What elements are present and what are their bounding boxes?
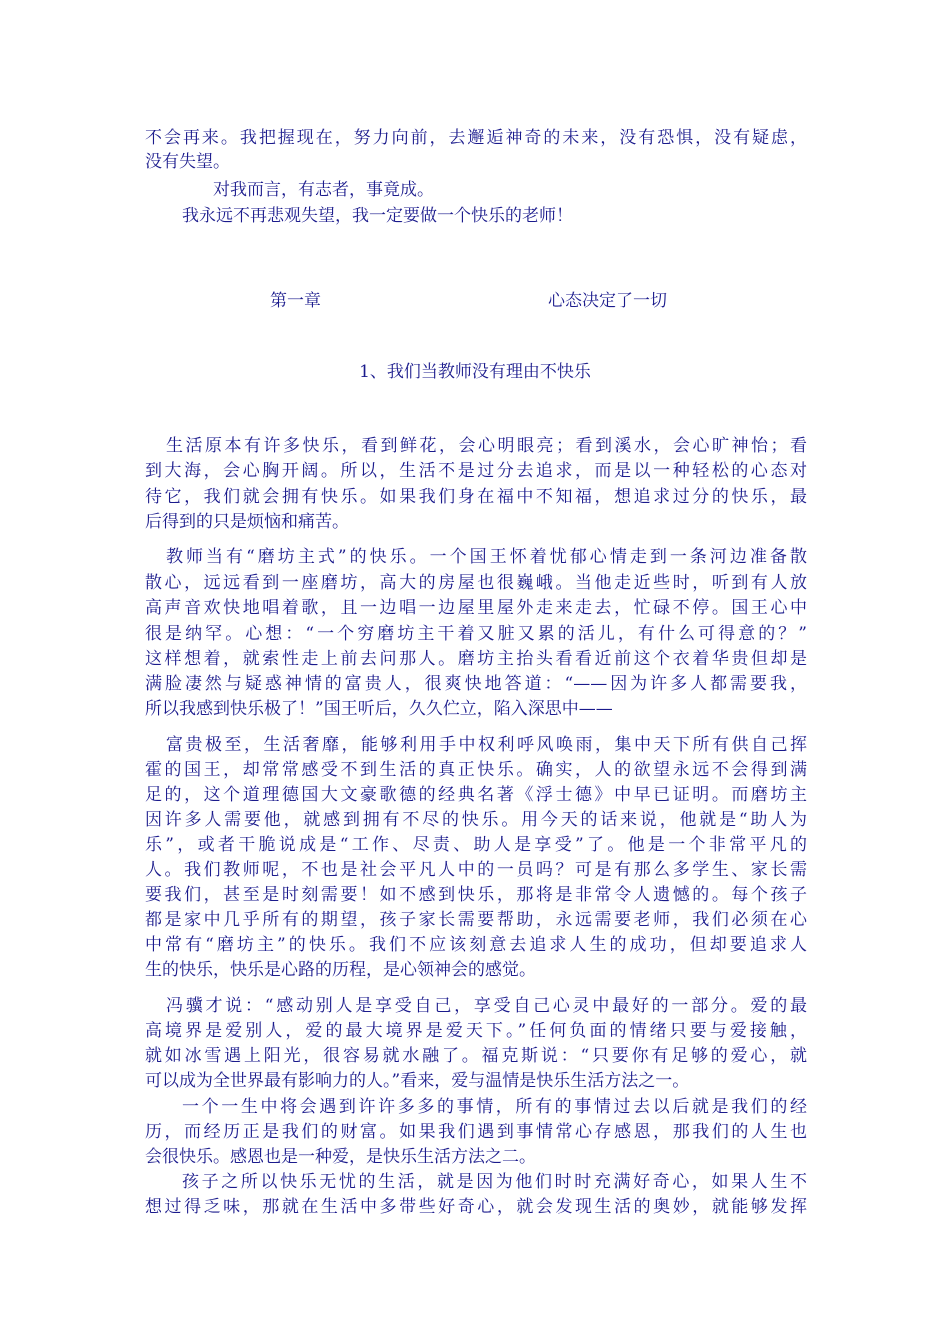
- paragraph-line: 乐”，或者干脆说成是“工作、尽责、助人是享受”了。他是一个非常平凡的: [145, 835, 807, 855]
- paragraph-line: 孩子之所以快乐无忧的生活，就是因为他们时时充满好奇心，如果人生不: [182, 1172, 807, 1192]
- paragraph-line: 都是家中几乎所有的期望，孩子家长需要帮助，永远需要老师，我们必须在心: [145, 910, 807, 930]
- paragraph-line: 可以成为全世界最有影响力的人。”看来，爱与温情是快乐生活方法之一。: [145, 1071, 690, 1091]
- paragraph-line: 因许多人需要他，就感到拥有不尽的快乐。用今天的话来说，他就是“助人为: [145, 810, 807, 830]
- paragraph-line: 霍的国王，却常常感受不到生活的真正快乐。确实，人的欲望永远不会得到满: [145, 760, 807, 780]
- section-title: 1、我们当教师没有理由不快乐: [359, 362, 591, 382]
- paragraph-line: 想过得乏味，那就在生活中多带些好奇心，就会发现生活的奥妙，就能够发挥: [145, 1197, 807, 1217]
- paragraph-line: 就如冰雪遇上阳光，很容易就水融了。福克斯说：“只要你有足够的爱心，就: [145, 1046, 807, 1066]
- paragraph-line: 到大海，会心胸开阔。所以，生活不是过分去追求，而是以一种轻松的心态对: [145, 461, 807, 481]
- paragraph-line: 所以我感到快乐极了！”国王听后，久久伫立，陷入深思中——: [145, 699, 613, 719]
- paragraph-line: 历，而经历正是我们的财富。如果我们遇到事情常心存感恩，那我们的人生也: [145, 1122, 807, 1142]
- intro-line: 我永远不再悲观失望，我一定要做一个快乐的老师！: [182, 206, 573, 226]
- paragraph-line: 足的，这个道理德国大文豪歌德的经典名著《浮士德》中早已证明。而磨坊主: [145, 785, 807, 805]
- paragraph-line: 生的快乐，快乐是心路的历程，是心领神会的感觉。: [145, 960, 536, 980]
- paragraph-line: 很是纳罕。心想：“一个穷磨坊主干着又脏又累的活儿，有什么可得意的？”: [145, 624, 807, 644]
- paragraph-line: 会很快乐。感恩也是一种爱，是快乐生活方法之二。: [145, 1147, 536, 1167]
- paragraph-line: 一个一生中将会遇到许许多多的事情，所有的事情过去以后就是我们的经: [182, 1097, 807, 1117]
- paragraph-line: 高声音欢快地唱着歌，且一边唱一边屋里屋外走来走去，忙碌不停。国王心中: [145, 598, 807, 618]
- paragraph-line: 中常有“磨坊主”的快乐。我们不应该刻意去追求人生的成功，但却要追求人: [145, 935, 807, 955]
- intro-line: 对我而言，有志者，事竟成。: [213, 180, 434, 200]
- paragraph-line: 冯骥才说：“感动别人是享受自己，享受自己心灵中最好的一部分。爱的最: [166, 996, 807, 1016]
- intro-line: 不会再来。我把握现在，努力向前，去邂逅神奇的未来，没有恐惧，没有疑虑，: [145, 128, 807, 148]
- paragraph-line: 待它，我们就会拥有快乐。如果我们身在福中不知福，想追求过分的快乐，最: [145, 487, 807, 507]
- paragraph-line: 散心，远远看到一座磨坊，高大的房屋也很巍峨。当他走近些时，听到有人放: [145, 573, 807, 593]
- paragraph-line: 后得到的只是烦恼和痛苦。: [145, 512, 349, 532]
- paragraph-line: 人。我们教师呢，不也是社会平凡人中的一员吗？可是有那么多学生、家长需: [145, 860, 807, 880]
- chapter-title: 心态决定了一切: [548, 291, 667, 311]
- intro-line: 没有失望。: [145, 152, 230, 172]
- paragraph-line: 生活原本有许多快乐，看到鲜花，会心明眼亮；看到溪水，会心旷神怡；看: [166, 436, 807, 456]
- paragraph-line: 要我们，甚至是时刻需要！如不感到快乐，那将是非常令人遗憾的。每个孩子: [145, 885, 807, 905]
- paragraph-line: 高境界是爱别人，爱的最大境界是爱天下。”任何负面的情绪只要与爱接触，: [145, 1021, 807, 1041]
- paragraph-line: 满脸凄然与疑惑神情的富贵人，很爽快地答道：“——因为许多人都需要我，: [145, 674, 807, 694]
- paragraph-line: 教师当有“磨坊主式”的快乐。一个国王怀着忧郁心情走到一条河边准备散: [166, 547, 807, 567]
- paragraph-line: 这样想着，就索性走上前去问那人。磨坊主抬头看看近前这个衣着华贵但却是: [145, 649, 807, 669]
- chapter-number: 第一章: [270, 291, 321, 311]
- paragraph-line: 富贵极至，生活奢靡，能够利用手中权利呼风唤雨，集中天下所有供自己挥: [166, 735, 807, 755]
